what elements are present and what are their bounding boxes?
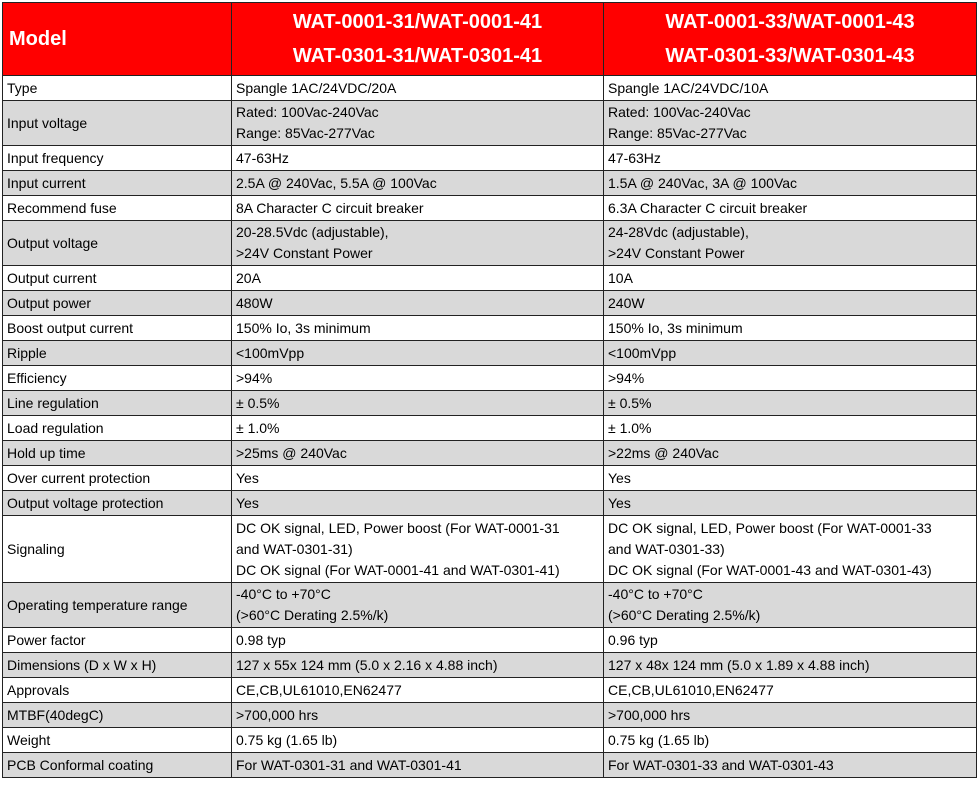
table-row xyxy=(3,703,977,728)
spec-value-line: ± 1.0% xyxy=(608,419,652,436)
table-row xyxy=(3,583,977,628)
spec-value-line: Range: 85Vac-277Vac xyxy=(236,125,375,141)
spec-value-line: ± 0.5% xyxy=(608,394,652,411)
spec-value-line: 0.75 kg (1.65 lb) xyxy=(608,731,710,748)
spec-value-line: Rated: 100Vac-240Vac xyxy=(236,104,379,120)
spec-value-cell-b xyxy=(604,291,977,316)
spec-value-cell-a xyxy=(232,416,604,441)
table-row xyxy=(3,516,977,583)
table-row xyxy=(3,678,977,703)
spec-value-cell-b xyxy=(604,583,977,628)
spec-label-cell: Output power xyxy=(3,291,232,316)
spec-label-cell: Type xyxy=(3,76,232,101)
table-row xyxy=(3,466,977,491)
table-row xyxy=(3,391,977,416)
spec-value-line: >700,000 hrs xyxy=(236,706,319,723)
spec-value-line: 127 x 48x 124 mm (5.0 x 1.89 x 4.88 inch) xyxy=(608,656,870,673)
spec-value-cell-a xyxy=(232,653,604,678)
spec-label-cell: Output voltage protection xyxy=(3,491,232,516)
spec-value-line: ± 0.5% xyxy=(236,394,280,411)
model-column-a-header xyxy=(232,3,604,76)
spec-value-line: 10A xyxy=(608,269,633,286)
spec-value-cell-a xyxy=(232,366,604,391)
spec-value-cell-a xyxy=(232,76,604,101)
spec-value-cell-b xyxy=(604,341,977,366)
spec-value-cell-b xyxy=(604,441,977,466)
spec-value-line: 1.5A @ 240Vac, 3A @ 100Vac xyxy=(608,174,798,191)
spec-label-cell: Line regulation xyxy=(3,391,232,416)
spec-value-line: DC OK signal (For WAT-0001-41 and WAT-0301-41) xyxy=(236,561,560,578)
table-row xyxy=(3,366,977,391)
spec-value-cell-a xyxy=(232,583,604,628)
spec-value-cell-b xyxy=(604,416,977,441)
spec-label-cell: MTBF(40degC) xyxy=(3,703,232,728)
spec-value-cell-a xyxy=(232,466,604,491)
model-a-line-1: WAT-0001-31/WAT-0001-41 xyxy=(292,11,543,33)
spec-value-cell-b xyxy=(604,101,977,146)
spec-value-cell-b xyxy=(604,366,977,391)
spec-value-line: 480W xyxy=(236,294,273,311)
spec-value-line: <100mVpp xyxy=(236,344,305,361)
spec-value-cell-b xyxy=(604,76,977,101)
spec-value-cell-b xyxy=(604,628,977,653)
spec-table xyxy=(2,2,977,778)
spec-value-line: 150% Io, 3s minimum xyxy=(236,319,371,336)
spec-value-line: 240W xyxy=(608,294,645,311)
spec-value-line: 47-63Hz xyxy=(608,149,661,166)
spec-label-cell: Signaling xyxy=(3,516,232,583)
spec-value-cell-a xyxy=(232,728,604,753)
spec-value-cell-b xyxy=(604,391,977,416)
spec-value-cell-a xyxy=(232,171,604,196)
spec-value-line: 2.5A @ 240Vac, 5.5A @ 100Vac xyxy=(236,174,437,191)
spec-value-line: -40°C to +70°C xyxy=(236,586,331,602)
table-row xyxy=(3,341,977,366)
model-label-cell: Model xyxy=(3,3,232,76)
spec-value-cell-a xyxy=(232,266,604,291)
spec-label-cell: Recommend fuse xyxy=(3,196,232,221)
spec-value-line: Yes xyxy=(608,469,631,486)
spec-value-line: and WAT-0301-33) xyxy=(608,540,725,557)
spec-value-cell-a xyxy=(232,316,604,341)
spec-value-line: 6.3A Character C circuit breaker xyxy=(608,199,808,216)
spec-value-line: For WAT-0301-31 and WAT-0301-41 xyxy=(236,756,462,773)
spec-value-line: >94% xyxy=(236,369,273,386)
table-row xyxy=(3,491,977,516)
spec-value-line: <100mVpp xyxy=(608,344,677,361)
spec-value-line: >94% xyxy=(608,369,645,386)
spec-value-line: 24-28Vdc (adjustable), xyxy=(608,224,749,240)
spec-value-line: 150% Io, 3s minimum xyxy=(608,319,743,336)
spec-label-cell: Approvals xyxy=(3,678,232,703)
spec-label-cell: Ripple xyxy=(3,341,232,366)
spec-value-line: Yes xyxy=(608,494,631,511)
spec-value-line: >25ms @ 240Vac xyxy=(236,444,347,461)
table-row xyxy=(3,76,977,101)
spec-label-cell: Operating temperature range xyxy=(3,583,232,628)
spec-value-line: 0.96 typ xyxy=(608,631,658,648)
spec-value-cell-a xyxy=(232,628,604,653)
spec-value-cell-b xyxy=(604,316,977,341)
spec-value-line: >22ms @ 240Vac xyxy=(608,444,719,461)
spec-value-line: Rated: 100Vac-240Vac xyxy=(608,104,751,120)
model-b-line-2: WAT-0301-33/WAT-0301-43 xyxy=(665,45,915,67)
spec-value-cell-a xyxy=(232,441,604,466)
spec-value-line: DC OK signal (For WAT-0001-43 and WAT-0301-43) xyxy=(608,561,932,578)
header-row xyxy=(3,3,977,76)
table-row xyxy=(3,101,977,146)
spec-label-cell: Input voltage xyxy=(3,101,232,146)
spec-label-cell: Hold up time xyxy=(3,441,232,466)
spec-value-cell-b xyxy=(604,653,977,678)
spec-label-cell: PCB Conformal coating xyxy=(3,753,232,778)
spec-value-line: >24V Constant Power xyxy=(608,245,745,261)
table-row xyxy=(3,628,977,653)
table-row xyxy=(3,753,977,778)
table-row xyxy=(3,291,977,316)
spec-value-cell-a xyxy=(232,753,604,778)
spec-value-line: >24V Constant Power xyxy=(236,245,373,261)
spec-value-cell-a xyxy=(232,491,604,516)
spec-value-cell-b xyxy=(604,171,977,196)
spec-value-cell-b xyxy=(604,266,977,291)
spec-value-cell-a xyxy=(232,291,604,316)
table-row xyxy=(3,171,977,196)
spec-label-cell: Weight xyxy=(3,728,232,753)
table-row xyxy=(3,416,977,441)
spec-value-line: Range: 85Vac-277Vac xyxy=(608,125,747,141)
spec-value-line: 20-28.5Vdc (adjustable), xyxy=(236,224,389,240)
table-row xyxy=(3,146,977,171)
spec-value-line: CE,CB,UL61010,EN62477 xyxy=(236,681,402,698)
spec-value-line: and WAT-0301-31) xyxy=(236,540,353,557)
model-a-line-2: WAT-0301-31/WAT-0301-41 xyxy=(292,45,543,67)
spec-value-cell-a xyxy=(232,703,604,728)
spec-value-cell-a xyxy=(232,221,604,266)
spec-value-cell-a xyxy=(232,678,604,703)
table-header xyxy=(3,3,977,76)
spec-label-cell: Input frequency xyxy=(3,146,232,171)
table-row xyxy=(3,316,977,341)
table-row xyxy=(3,196,977,221)
spec-label-cell: Output voltage xyxy=(3,221,232,266)
spec-label-cell: Power factor xyxy=(3,628,232,653)
spec-value-line: 127 x 55x 124 mm (5.0 x 2.16 x 4.88 inch) xyxy=(236,656,498,673)
spec-value-line: (>60°C Derating 2.5%/k) xyxy=(608,607,761,623)
spec-value-line: Yes xyxy=(236,494,259,511)
spec-value-line: Spangle 1AC/24VDC/20A xyxy=(236,79,397,96)
spec-value-line: DC OK signal, LED, Power boost (For WAT-0001-31 xyxy=(236,519,560,536)
spec-value-line: 47-63Hz xyxy=(236,149,289,166)
spec-value-cell-a xyxy=(232,101,604,146)
spec-value-cell-a xyxy=(232,146,604,171)
spec-value-line: 0.75 kg (1.65 lb) xyxy=(236,731,338,748)
spec-value-line: CE,CB,UL61010,EN62477 xyxy=(608,681,774,698)
spec-value-line: DC OK signal, LED, Power boost (For WAT-0001-33 xyxy=(608,519,932,536)
spec-label-cell: Over current protection xyxy=(3,466,232,491)
spec-value-line: -40°C to +70°C xyxy=(608,586,703,602)
spec-label-cell: Load regulation xyxy=(3,416,232,441)
spec-label-cell: Efficiency xyxy=(3,366,232,391)
table-row xyxy=(3,221,977,266)
spec-value-cell-a xyxy=(232,196,604,221)
table-row xyxy=(3,728,977,753)
spec-value-cell-a xyxy=(232,341,604,366)
spec-value-cell-b xyxy=(604,678,977,703)
model-column-b-header xyxy=(604,3,977,76)
model-b-line-1: WAT-0001-33/WAT-0001-43 xyxy=(665,11,915,33)
spec-value-cell-b xyxy=(604,146,977,171)
spec-value-line: 8A Character C circuit breaker xyxy=(236,199,424,216)
spec-label-cell: Dimensions (D x W x H) xyxy=(3,653,232,678)
spec-value-cell-b xyxy=(604,196,977,221)
spec-value-cell-b xyxy=(604,221,977,266)
spec-value-line: >700,000 hrs xyxy=(608,706,691,723)
spec-value-line: ± 1.0% xyxy=(236,419,280,436)
spec-label-cell: Output current xyxy=(3,266,232,291)
table-row xyxy=(3,653,977,678)
spec-value-cell-b xyxy=(604,491,977,516)
table-row xyxy=(3,266,977,291)
spec-value-line: (>60°C Derating 2.5%/k) xyxy=(236,607,389,623)
table-body xyxy=(3,76,977,778)
spec-value-cell-b xyxy=(604,728,977,753)
table-row xyxy=(3,441,977,466)
spec-value-cell-b xyxy=(604,516,977,583)
spec-label-cell: Boost output current xyxy=(3,316,232,341)
spec-value-cell-a xyxy=(232,391,604,416)
spec-value-cell-b xyxy=(604,466,977,491)
spec-label-cell: Input current xyxy=(3,171,232,196)
spec-value-cell-b xyxy=(604,703,977,728)
spec-value-line: 20A xyxy=(236,269,261,286)
spec-value-cell-b xyxy=(604,753,977,778)
spec-value-line: For WAT-0301-33 and WAT-0301-43 xyxy=(608,756,834,773)
spec-value-cell-a xyxy=(232,516,604,583)
spec-value-line: Spangle 1AC/24VDC/10A xyxy=(608,79,769,96)
spec-value-line: Yes xyxy=(236,469,259,486)
spec-value-line: 0.98 typ xyxy=(236,631,286,648)
